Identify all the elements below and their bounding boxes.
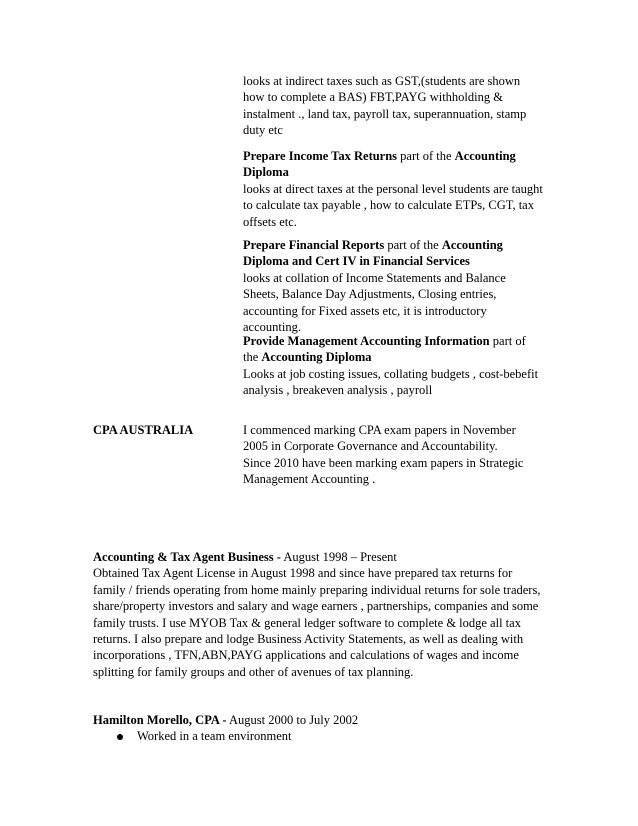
cpa-australia-label: CPA AUSTRALIA — [93, 423, 194, 437]
text-line: family trusts. I use MYOB Tax & general ledger software to complete & lodge all tax — [93, 615, 521, 630]
tax-agent-business-section — [93, 549, 553, 680]
heading-bold: Accounting — [441, 238, 503, 252]
text-line: accounting for Fixed assets etc, it is introductory — [243, 303, 487, 318]
text-line: accounting. — [243, 320, 301, 335]
text-line: looks at indirect taxes such as GST,(students are shown — [243, 74, 521, 88]
heading-text: part of the — [384, 238, 442, 252]
heading-bold: Diploma — [243, 165, 289, 180]
text-line: Since 2010 have been marking exam papers in Strategic — [243, 455, 524, 470]
text-line: how to complete a BAS) FBT,PAYG withholding & — [243, 90, 503, 105]
section-heading-cont — [243, 253, 543, 269]
heading-text: part of — [489, 334, 526, 348]
text-line: looks at collation of Income Statements and Balance — [243, 270, 506, 285]
heading-text: part of the — [397, 149, 455, 163]
heading-bold: Accounting Diploma — [261, 350, 372, 365]
title-bold: Accounting & Tax Agent Business - — [93, 550, 281, 564]
heading-bold: Accounting — [454, 149, 516, 163]
text-line: analysis , breakeven analysis , payroll — [243, 383, 433, 398]
title-text: August 1998 – Present — [280, 550, 397, 564]
bullet-text: Worked in a team environment — [137, 729, 292, 744]
text-line: returns. I also prepare and lodge Business Activity Statements, as well as dealing with — [93, 632, 524, 647]
title-bold: Hamilton Morello, CPA - — [93, 713, 227, 727]
section-title — [93, 549, 553, 565]
text-line: family / friends operating from home mainly preparing individual returns for sole traders, — [93, 582, 541, 597]
bullet-list — [93, 728, 553, 744]
section-title — [93, 712, 553, 728]
text-line: incorporations , TFN,ABN,PAYG applications and calculations of wages and income — [93, 648, 519, 663]
text-line: I commenced marking CPA exam papers in November — [243, 423, 516, 437]
text-line: looks at direct taxes at the personal level students are taught — [243, 181, 543, 196]
bullet-icon — [117, 734, 123, 740]
heading-bold: Prepare Income Tax Returns — [243, 149, 398, 163]
text-line: duty etc — [243, 123, 283, 138]
text-line: 2005 in Corporate Governance and Accountability. — [243, 439, 498, 454]
text-line: Sheets, Balance Day Adjustments, Closing entries, — [243, 287, 497, 302]
text-line: Looks at job costing issues, collating budgets , cost-bebefit — [243, 366, 539, 381]
financial-reports-section — [243, 237, 543, 335]
text-line: to calculate tax payable , how to calculate ETPs, CGT, tax — [243, 198, 534, 213]
section-heading-cont — [243, 164, 543, 180]
section-heading — [243, 333, 543, 349]
text-line: offsets etc. — [243, 214, 297, 229]
text-line: share/property investors and salary and wage earners , partnerships, companies and some — [93, 599, 539, 614]
title-text: August 2000 to July 2002 — [226, 713, 359, 727]
cpa-australia-description — [243, 422, 543, 488]
text-line: splitting for family groups and other of avenues of tax planning. — [93, 664, 414, 679]
section-heading-cont — [243, 349, 543, 365]
income-tax-returns-section — [243, 148, 543, 230]
management-accounting-section — [243, 333, 543, 399]
heading-bold: Provide Management Accounting Information — [243, 334, 490, 348]
hamilton-morello-section — [93, 712, 553, 745]
section-heading — [243, 237, 543, 253]
section-heading — [243, 148, 543, 164]
indirect-taxes-description — [243, 73, 543, 139]
heading-bold: Prepare Financial Reports — [243, 238, 385, 252]
heading-bold: Diploma and Cert IV in Financial Services — [243, 254, 470, 269]
list-item — [93, 728, 553, 744]
text-line: Management Accounting . — [243, 472, 376, 487]
text-line: Obtained Tax Agent License in August 1998 and since have prepared tax returns for — [93, 566, 513, 581]
text-line: instalment ., land tax, payroll tax, superannuation, stamp — [243, 106, 527, 121]
heading-text: the — [243, 350, 262, 365]
